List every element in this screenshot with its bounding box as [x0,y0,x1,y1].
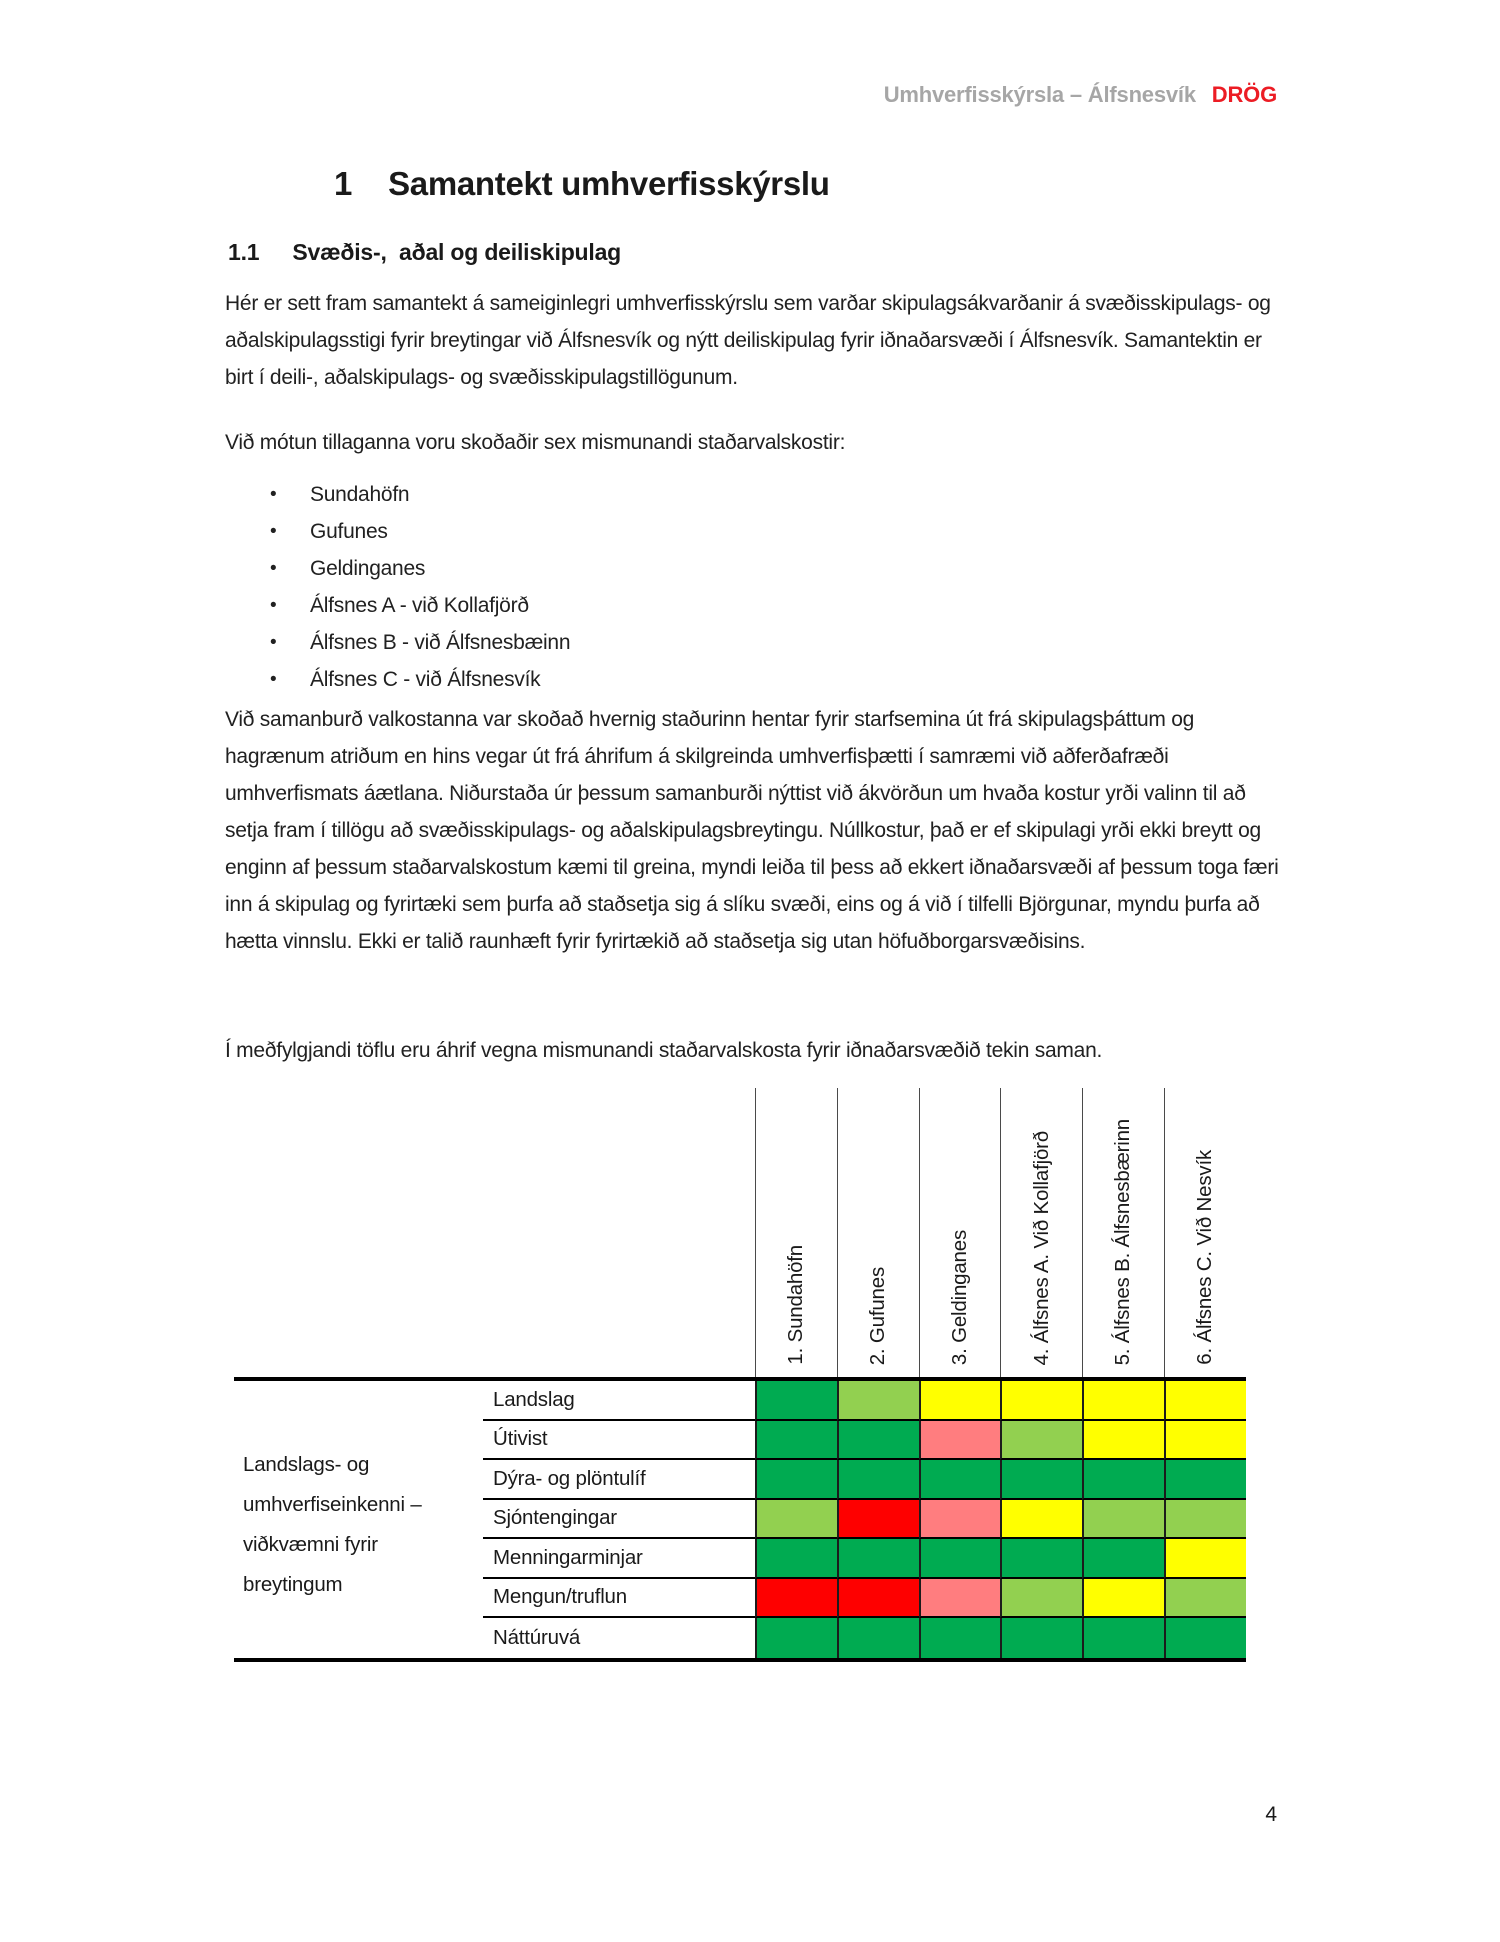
column-header-label: 1. Sundahöfn [784,1245,808,1365]
matrix-cell-dark-green [1164,1618,1246,1658]
matrix-cell-light-green [755,1500,837,1540]
matrix-cell-dark-green [837,1460,919,1500]
list-item [225,624,1125,661]
matrix-cell-light-green [1164,1500,1246,1540]
list-item-label: Sundahöfn [310,483,410,506]
bullet-icon: • [270,669,277,690]
column-header-3 [919,1088,1001,1377]
matrix-cell-yellow [1000,1500,1082,1540]
matrix-cell-yellow [1164,1421,1246,1461]
column-header-4 [1000,1088,1082,1377]
matrix-cell-dark-green [1082,1539,1164,1579]
matrix-cell-dark-green [755,1421,837,1461]
column-header-5 [1082,1088,1164,1377]
list-item [225,550,1125,587]
subsection-heading [228,239,621,266]
bullet-icon: • [270,484,277,505]
matrix-cell-light-red [919,1500,1001,1540]
running-header-title: Umhverfisskýrsla – Álfsnesvík [883,82,1196,107]
list-item-label: Geldinganes [310,557,426,580]
matrix-cell-dark-green [1164,1460,1246,1500]
matrix-cell-red [837,1579,919,1619]
paragraph-comparison: Við samanburð valkostanna var skoðað hvernig staðurinn hentar fyrir starfsemina út frá skipulagsþáttum og hagrænum atriðum en hins vegar út frá áhrifum á skilgreinda umhverfisþætti í samræmi við aðferðafræði umhverfismats áætlana. Niðurstaða úr þessum samanburði nýttist við ákvörðun um hvaða kostur yrði valinn til að setja fram í tillögu að svæðisskipulags- og aðalskipulagsbreytingu. Núllkostur, það er ef skipulagi yrði ekki breytt og enginn af þessum staðarvalskostum kæmi til greina, myndi leiða til þess að ekkert iðnaðarsvæði af þessum toga færi inn á skipulag og fyrirtæki sem þurfa að staðsetja sig á slíku svæði, eins og á við í tilfelli Björgunar, myndu þurfa að hætta vinnslu. Ekki er talið raunhæft fyrir fyrirtækið að staðsetja sig utan höfuðborgarsvæðisins. [225,708,1279,953]
matrix-cell-light-green [837,1381,919,1421]
subsection-title-text: Svæðis-, aðal og deiliskipulag [292,239,622,265]
impact-matrix-table [234,1088,1246,1662]
matrix-cell-yellow [1082,1579,1164,1619]
matrix-cell-light-green [1000,1579,1082,1619]
matrix-cell-dark-green [1082,1618,1164,1658]
matrix-cell-dark-green [919,1539,1001,1579]
matrix-cell-yellow [1000,1381,1082,1421]
row-label: Menningarminjar [483,1539,755,1579]
row-label: Landslag [483,1381,755,1421]
matrix-cell-dark-green [755,1381,837,1421]
bullet-icon: • [270,521,277,542]
row-label: Náttúruvá [483,1618,755,1658]
row-label: Dýra- og plöntulíf [483,1460,755,1500]
column-header-label: 5. Álfsnes B. Álfsnesbærinn [1111,1118,1135,1365]
row-group-label: Landslags- og umhverfiseinkenni – viðkvæmni fyrir breytingum [243,1453,422,1596]
matrix-cell-dark-green [1000,1460,1082,1500]
bullet-icon: • [270,558,277,579]
matrix-cell-dark-green [755,1539,837,1579]
matrix-cell-yellow [1164,1539,1246,1579]
paragraph-intro: Hér er sett fram samantekt á sameiginlegri umhverfisskýrslu sem varðar skipulagsákvarðanir á svæðisskipulags- og aðalskipulagsstigi fyrir breytingar við Álfsnesvík og nýtt deiliskipulag fyrir iðnaðarsvæði í Álfsnesvík. Samantektin er birt í deili-, aðalskipulags- og svæðisskipulagstillögunum. [225,292,1271,389]
column-header-label: 4. Álfsnes A. Við Kollafjörð [1029,1130,1053,1365]
column-header-6 [1164,1088,1246,1377]
subsection-number: 1.1 [228,239,260,265]
matrix-cell-red [837,1500,919,1540]
bullet-icon: • [270,632,277,653]
matrix-cell-dark-green [1082,1460,1164,1500]
column-header-2 [837,1088,919,1377]
list-item-label: Álfsnes B - við Álfsnesbæinn [310,631,571,654]
matrix-cell-yellow [1164,1381,1246,1421]
table-bottom-rule [234,1658,1246,1663]
row-label: Sjóntengingar [483,1500,755,1540]
paragraph-options-lead: Við mótun tillaganna voru skoðaðir sex mismunandi staðarvalskostir: [225,431,846,454]
site-options-list [225,476,1125,698]
matrix-cell-dark-green [837,1421,919,1461]
section-title-text: Samantekt umhverfisskýrslu [388,165,830,202]
matrix-cell-dark-green [919,1618,1001,1658]
matrix-cell-dark-green [755,1460,837,1500]
column-header-label: 2. Gufunes [865,1266,889,1365]
list-item [225,476,1125,513]
paragraph-table-lead: Í meðfylgjandi töflu eru áhrif vegna mismunandi staðarvalskosta fyrir iðnaðarsvæðið tekin saman. [225,1039,1103,1062]
row-label: Útivist [483,1421,755,1461]
section-heading [334,165,830,203]
row-label: Mengun/truflun [483,1579,755,1619]
list-item [225,513,1125,550]
matrix-cell-dark-green [755,1618,837,1658]
column-header-1 [755,1088,837,1377]
column-header-label: 6. Álfsnes C. Við Nesvík [1193,1150,1217,1365]
matrix-cell-light-green [1164,1579,1246,1619]
column-header-label: 3. Geldinganes [947,1229,971,1365]
matrix-cell-yellow [919,1381,1001,1421]
matrix-cell-dark-green [919,1460,1001,1500]
matrix-cell-light-green [1082,1500,1164,1540]
matrix-cell-yellow [1082,1381,1164,1421]
bullet-icon: • [270,595,277,616]
matrix-cell-dark-green [1000,1618,1082,1658]
list-item-label: Álfsnes C - við Álfsnesvík [310,668,541,691]
section-number: 1 [334,165,353,202]
matrix-cell-light-green [1000,1421,1082,1461]
page-number: 4 [1265,1803,1277,1826]
matrix-cell-dark-green [837,1539,919,1579]
list-item [225,661,1125,698]
running-header [884,82,1277,108]
matrix-cell-dark-green [1000,1539,1082,1579]
matrix-cell-red [755,1579,837,1619]
list-item [225,587,1125,624]
draft-badge: DRÖG [1211,82,1277,107]
matrix-cell-light-red [919,1421,1001,1461]
matrix-cell-light-red [919,1579,1001,1619]
list-item-label: Gufunes [310,520,388,543]
matrix-cell-dark-green [837,1618,919,1658]
matrix-cell-yellow [1082,1421,1164,1461]
list-item-label: Álfsnes A - við Kollafjörð [310,594,529,617]
